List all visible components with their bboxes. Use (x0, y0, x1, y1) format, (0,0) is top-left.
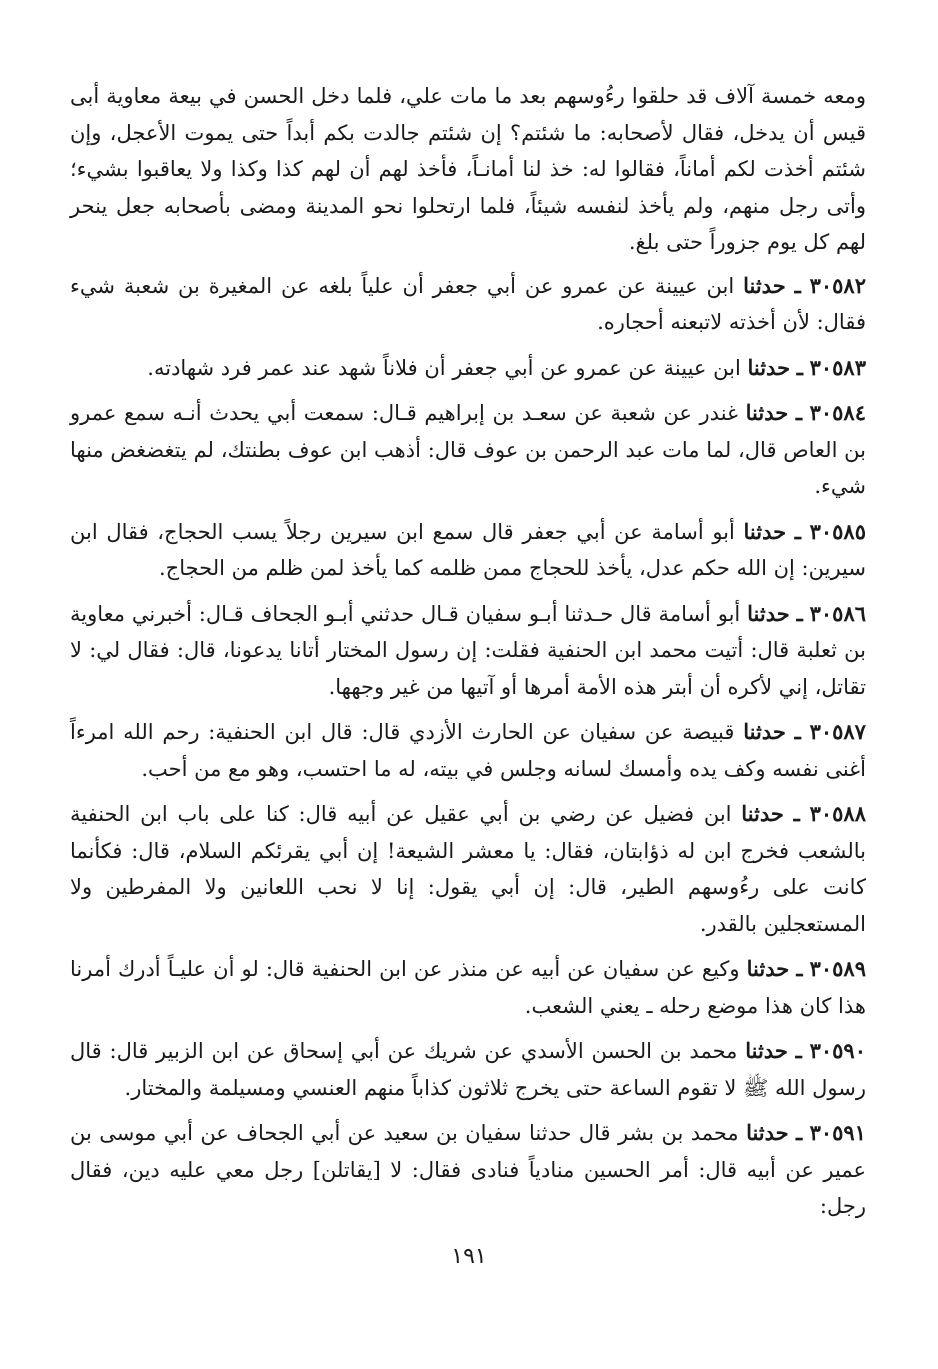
page-number: ١٩١ (451, 1244, 487, 1269)
entry-paragraph (70, 350, 866, 387)
entry-number: ٣٠٥٨٢ (809, 272, 866, 298)
entry-number: ٣٠٥٨٥ (809, 518, 866, 544)
entry-text: محمد بن الحسن الأسدي عن شريك عن أبي إسحاق عن ابن الزبير قال: قال رسول الله ﷺ لا تقوم الساعة حتى يخرج ثلاثون كذاباً منهم العنسي ومسيلمة والمختار. (70, 1039, 866, 1100)
entry-number: ٣٠٥٨٤ (809, 400, 866, 425)
entry-lead: حدثنا (747, 354, 791, 380)
entry-paragraph (70, 1115, 866, 1225)
entry-paragraph (70, 796, 866, 942)
entry-lead: حدثنا (741, 801, 784, 826)
entry-dash: ـ (796, 354, 803, 380)
entry-dash: ـ (794, 719, 801, 744)
entry-paragraph (70, 395, 866, 505)
entry-paragraph (70, 1033, 866, 1106)
document-page (70, 78, 866, 1278)
entry-number: ٣٠٥٩١ (809, 1120, 866, 1145)
entry-number: ٣٠٥٨٩ (809, 956, 866, 981)
entry-text: محمد بن بشر قال حدثنا سفيان بن سعيد عن أبي الجحاف عن أبي موسى بن عمير عن أبيه قال: أمر الحسين منادياً فنادى فقال: لا [يقاتلن] رجل معي عليه دين، فقال رجل: (70, 1121, 866, 1218)
entry-lead: حدثنا (746, 956, 790, 981)
entry-paragraph (70, 268, 866, 341)
entry-text: وكيع عن سفيان عن أبيه عن منذر عن ابن الحنفية قال: لو أن عليـاً أدرك أمرنا هذا كان هذا موضع رحله ـ يعني الشعب. (70, 957, 866, 1018)
entry-dash: ـ (794, 272, 801, 298)
entry-text: أبو أسامة عن أبي جعفر قال سمع ابن سيرين رجلاً يسب الحجاج، فقال ابن سيرين: إن الله حكم عدل، يأخذ للحجاج ممن ظلمه كما يأخذ لمن ظلم من الحجاج. (70, 519, 866, 580)
entry-dash: ـ (795, 400, 802, 425)
entry-lead: حدثنا (745, 400, 789, 425)
entry-text: ابن عيينة عن عمرو عن أبي جعفر أن فلاناً شهد عند عمر فرد شهادته. (147, 355, 741, 380)
entry-lead: حدثنا (743, 719, 786, 744)
entry-dash: ـ (794, 518, 801, 544)
entry-paragraph (70, 514, 866, 587)
entry-dash: ـ (795, 1038, 802, 1063)
entry-text: ابن فضيل عن رضي بن أبي عقيل عن أبيه قال: كنا على باب ابن الحنفية بالشعب فخرج ابن له ذؤابتان، فقال: يا معشر الشيعة! إن أبي يقرئكم السلام، قال: فكأنما كانت على رءُوسهم الطير، قال: إن أبي يقول: إنا لا نحب اللعانين ولا المفرطين ولا المستعجلين بالقدر. (70, 802, 866, 936)
entry-number: ٣٠٥٨٦ (809, 600, 867, 626)
entry-lead: حدثنا (743, 518, 787, 544)
entry-dash: ـ (793, 801, 800, 826)
entry-dash: ـ (796, 956, 803, 981)
entry-paragraph (70, 596, 866, 706)
entry-paragraph (70, 951, 866, 1024)
entry-number: ٣٠٥٨٨ (809, 801, 866, 826)
entry-number: ٣٠٥٨٧ (809, 719, 866, 744)
entry-text: غندر عن شعبة عن سعـد بن إبراهيم قـال: سمعت أبي يحدث أنـه سمع عمرو بن العاص قال، لما مات عبد الرحمن بن عوف قال: أذهب ابن عوف بطنتك، لم يتغضغض منها شيء. (70, 401, 866, 498)
entry-text: ابن عيينة عن عمرو عن أبي جعفر أن علياً بلغه عن المغيرة بن شعبة شيء فقال: لأن أخذته لاتبعنه أحجاره. (70, 273, 866, 334)
entry-dash: ـ (796, 600, 803, 626)
entry-lead: حدثنا (747, 600, 790, 626)
entry-paragraph (70, 714, 866, 787)
entry-number: ٣٠٥٨٣ (809, 354, 866, 380)
entry-lead: حدثنا (743, 272, 786, 298)
entry-text: أبو أسامة قال حـدثنا أبـو سفيان قـال حدثني أبـو الجحاف قـال: أخبرني معاوية بن ثعلبة قال: أتيت محمد ابن الحنفية فقلت: إن رسول المختار أتانا يدعونا، قال: فقال لي: لا تقاتل، إني لأكره أن أبتر هذه الأمة أمرها أو آتيها من غير وجهها. (70, 601, 866, 699)
entry-lead: حدثنا (745, 1038, 788, 1063)
entry-dash: ـ (796, 1120, 803, 1145)
entry-lead: حدثنا (746, 1120, 789, 1145)
entry-number: ٣٠٥٩٠ (809, 1038, 866, 1063)
intro-paragraph: ومعه خمسة آلاف قد حلقوا رءُوسهم بعد ما مات علي، فلما دخل الحسن في بيعة معاوية أبى قيس أن يدخل، فقال لأصحابه: ما شئتم؟ إن شئتم جالدت بكم أبداً حتى يموت الأعجل، وإن شئتم أخذت لكم أماناً، فقالوا له: خذ لنا أمانـاً، فأخذ لهم أن لهم كذا وكذا ولا يعاقبوا بشيء؛ وأتى رجل منهم، ولم يأخذ لنفسه شيئاً، فلما ارتحلوا نحو المدينة ومضى بأصحابه جعل ينحر لهم كل يوم جزوراً حتى بلغ. (70, 84, 866, 254)
entry-text: قبيصة عن سفيان عن الحارث الأزدي قال: قال ابن الحنفية: رحم الله امرءاً أغنى نفسه وكف يده وأمسك لسانه وجلس في بيته، له ما احتسب، وهو مع من أحب. (70, 720, 866, 781)
